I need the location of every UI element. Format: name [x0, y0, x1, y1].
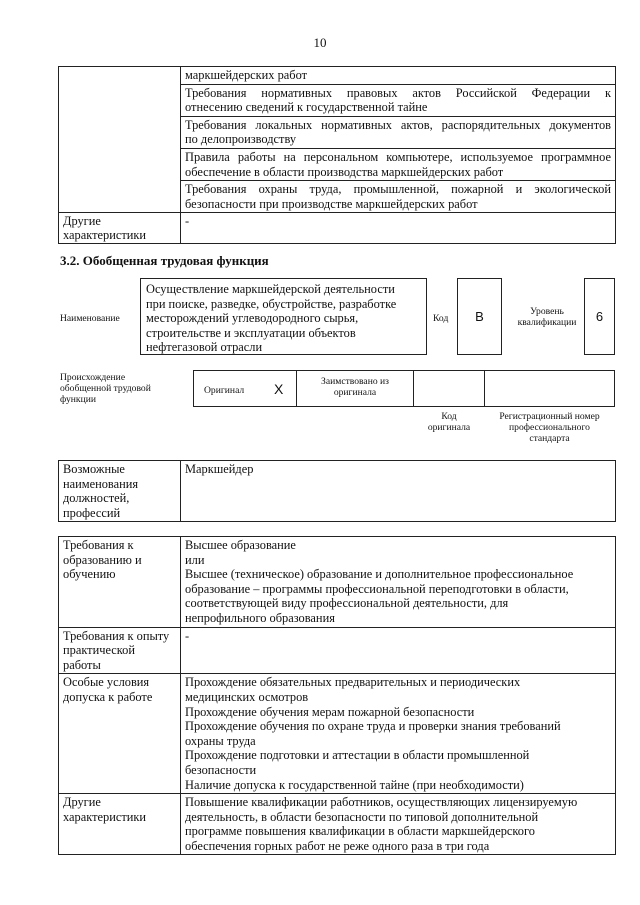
cell-text: безопасности: [185, 762, 257, 777]
code-label: Код: [433, 313, 449, 324]
table-cell: [181, 537, 616, 628]
cell-text: Возможные: [63, 462, 125, 476]
cell-text: образование – программы профессиональной переподготовки в области,: [185, 581, 569, 596]
table-cell: [181, 67, 616, 85]
cell-text: нефтегазовой отрасли: [146, 340, 263, 354]
cell-text: программе повышения квалификации в области маркшейдерского: [185, 824, 535, 839]
cell-text: Требования нормативных правовых актов Российской Федерации к: [185, 85, 611, 100]
original-mark: X: [274, 381, 284, 397]
cell-text: отнесению сведений к государственной тайне: [185, 100, 428, 115]
cell-text: характеристики: [63, 809, 147, 824]
origin-code-box: [413, 370, 485, 407]
origin-regnum-box: [484, 370, 615, 407]
origin-original-box: [193, 370, 297, 407]
cell-text: Требования к опыту: [63, 628, 170, 643]
cell-text: маркшейдерских работ: [185, 68, 308, 82]
cell-text: Код: [441, 411, 457, 422]
cell-text: обобщенной трудовой: [60, 383, 151, 394]
cell-text: обеспечение в области производства маркшейдерских работ: [185, 164, 504, 179]
cell-text: наименования: [63, 476, 139, 491]
level-value-box: [584, 278, 615, 355]
cell-text: профессионального: [509, 422, 590, 433]
table-cell-left: [59, 537, 181, 628]
cell-text: Требования локальных нормативных актов, распорядительных документов: [185, 117, 611, 132]
table-cell-left: [59, 461, 181, 522]
cell-text: Высшее образование: [185, 538, 296, 552]
table-cell: [181, 627, 616, 674]
regnum-caption: [484, 411, 615, 444]
cell-text: месторождений углеводородного сырья,: [146, 311, 359, 325]
cell-text: стандарта: [529, 433, 570, 444]
cell-text: оригинала: [427, 422, 471, 433]
cell-text: Другие характеристики: [63, 214, 147, 243]
cell-text: Заимствовано из: [321, 376, 389, 387]
cell-text: Повышение квалификации работников, осуществляющих лицензируемую: [185, 795, 578, 810]
requirements-table: [58, 536, 616, 855]
table-cell: [181, 148, 616, 180]
cell-text: строительстве и эксплуатации объектов: [146, 325, 356, 340]
cell-text: квалификации: [517, 317, 577, 328]
table-cell-left: [59, 674, 181, 794]
cell-text: должностей,: [63, 491, 130, 506]
cell-text: Прохождение обязательных предварительных и периодических: [185, 675, 521, 690]
level-label: [512, 306, 582, 328]
table-cell-left: [59, 627, 181, 674]
function-name-box: [140, 278, 427, 355]
table-row: [59, 461, 616, 522]
table-row: [59, 627, 616, 674]
knowledge-table: [58, 66, 616, 244]
cell-text: деятельность, в области безопасности по типовой дополнительной: [185, 809, 539, 824]
cell-text: Уровень: [530, 306, 564, 317]
original-label: Оригинал: [204, 385, 245, 396]
table-cell: [181, 213, 616, 244]
cell-text: образованию и: [63, 552, 142, 567]
cell-text: профессий: [63, 505, 121, 520]
cell-text: -: [185, 214, 190, 229]
cell-text: по делопроизводству: [185, 132, 297, 147]
cell-text: Осуществление маркшейдерской деятельности: [146, 282, 395, 296]
table-row: [59, 213, 616, 244]
cell-text: охраны труда: [185, 733, 256, 748]
cell-text: допуска к работе: [63, 689, 153, 704]
code-value-box: [457, 278, 502, 355]
cell-text: Прохождение обучения мерам пожарной безопасности: [185, 704, 475, 719]
page-number: 10: [313, 35, 327, 50]
cell-text: Прохождение обучения по охране труда и проверки знания требований: [185, 719, 561, 734]
cell-text: Высшее (техническое) образование и дополнительное профессиональное: [185, 567, 574, 582]
table-cell: [181, 84, 616, 116]
level-value: 6: [595, 309, 604, 324]
cell-text: работы: [63, 657, 101, 672]
cell-text: Требования охраны труда, промышленной, пожарной и экологической: [185, 182, 611, 197]
cell-text: безопасности при производстве маркшейдерских работ: [185, 196, 478, 211]
cell-text: Происхождение: [60, 372, 126, 383]
table-cell: [181, 461, 616, 522]
cell-text: Требования к: [63, 538, 134, 552]
cell-text: функции: [60, 394, 96, 405]
table-row: [59, 67, 616, 85]
positions-table: [58, 460, 616, 522]
cell-text: Наличие допуска к государственной тайне (при необходимости): [185, 777, 524, 792]
cell-text: Прохождение подготовки и аттестации в области промышленной: [185, 748, 530, 763]
cell-text: Маркшейдер: [185, 462, 254, 476]
cell-text: обеспечения горных работ не реже одного раза в три года: [185, 838, 490, 853]
table-cell-left: [59, 794, 181, 855]
table-cell: [181, 181, 616, 213]
table-row: [59, 794, 616, 855]
code-value: В: [475, 309, 484, 324]
table-cell-left: [59, 67, 181, 213]
cell-text: Правила работы на персональном компьютере, используемое программное: [185, 149, 611, 164]
cell-text: обучению: [63, 567, 116, 582]
cell-text: оригинала: [333, 387, 377, 398]
cell-text: при поиске, разведке, обустройстве, разработке: [146, 296, 397, 311]
origin-borrowed-box: [296, 370, 414, 407]
cell-text: соответствующей виду профессиональной деятельности, для: [185, 596, 509, 611]
table-row: [59, 537, 616, 628]
table-row: [59, 674, 616, 794]
cell-text: Особые условия: [63, 675, 150, 690]
table-cell-left: [59, 213, 181, 244]
section-title: 3.2. Обобщенная трудовая функция: [60, 253, 269, 268]
cell-text: непрофильного образования: [185, 610, 335, 625]
cell-text: -: [185, 628, 190, 643]
cell-text: медицинских осмотров: [185, 689, 309, 704]
cell-text: Другие: [63, 795, 101, 810]
table-cell: [181, 674, 616, 794]
cell-text: практической: [63, 643, 135, 658]
table-cell: [181, 794, 616, 855]
table-cell: [181, 116, 616, 148]
origin-label: [60, 372, 185, 405]
cell-text: или: [185, 552, 205, 567]
code-caption: [413, 411, 485, 433]
cell-text: Регистрационный номер: [499, 411, 600, 422]
name-label: Наименование: [60, 313, 120, 324]
